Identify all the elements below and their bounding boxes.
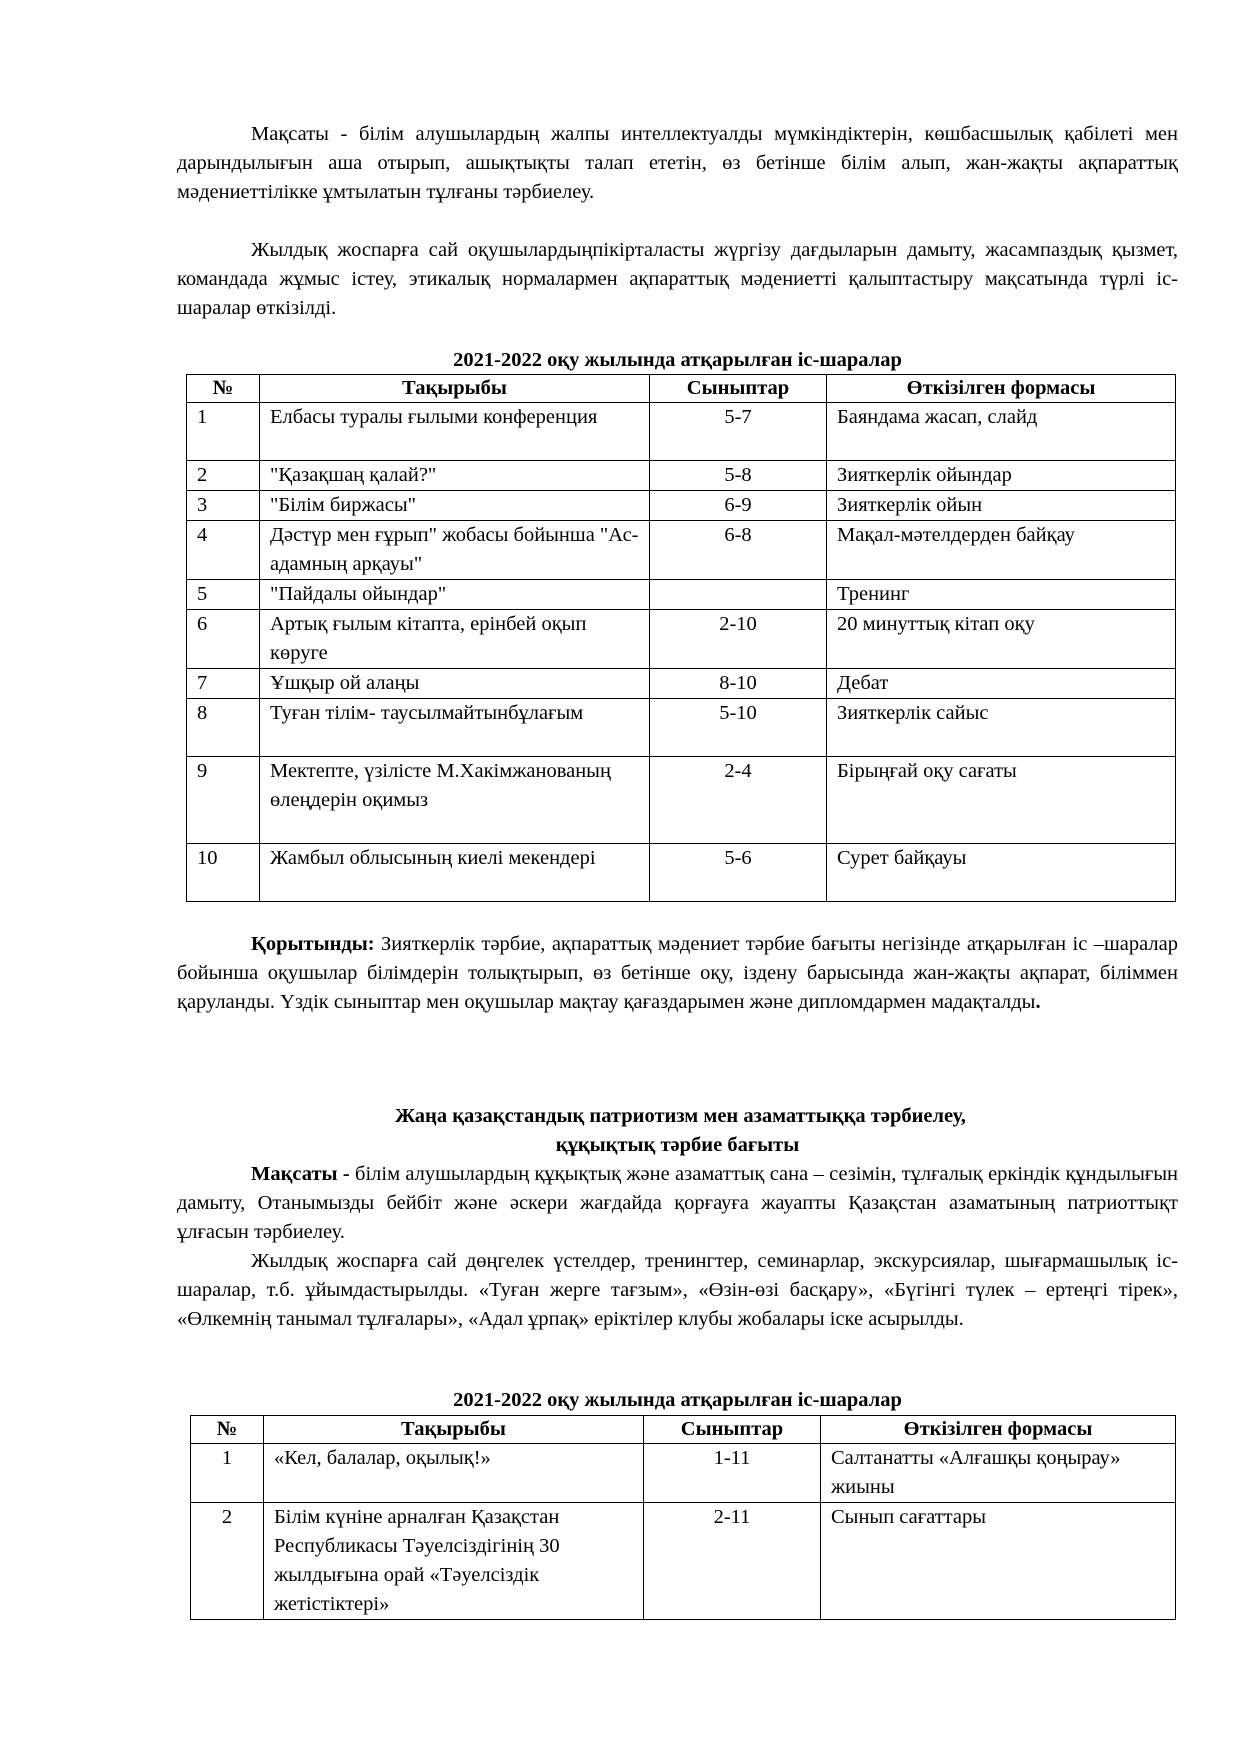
row-form: Сурет байқауы xyxy=(827,844,1176,902)
table-row xyxy=(187,491,1176,521)
row-topic: Ұшқыр ой алаңы xyxy=(260,669,650,699)
section2-heading-line1: Жаңа қазақстандық патриотизм мен азаматтыққа тәрбиелеу, xyxy=(395,1105,966,1127)
row-grades: 1-11 xyxy=(644,1444,821,1503)
row-form: Баяндама жасап, слайд xyxy=(827,403,1176,461)
row-topic: Дәстүр мен ғұрып" жобасы бойынша "Ас-адамның арқауы" xyxy=(260,521,650,580)
section1-plan-paragraph xyxy=(177,236,1178,323)
row-topic: Жамбыл облысының киелі мекендері xyxy=(260,844,650,902)
section1-goal-text: білім алушылардың жалпы интеллектуалды мүмкіндіктерін, көшбасшылық қабілеті мен дарындылығын аша отырып, ашықтықты талап ететін, өз бетінше білім алып, жан-жақты ақпараттық мәдениеттілікке ұмтылатын тұлғаны тәрбиелеу. xyxy=(177,123,1178,203)
row-number: 2 xyxy=(191,1503,264,1620)
table-row xyxy=(187,757,1176,844)
row-grades: 6-8 xyxy=(650,521,827,580)
row-grades: 5-10 xyxy=(650,699,827,757)
section1-goal-label: Мақсаты - xyxy=(251,123,348,145)
row-number: 10 xyxy=(187,844,260,902)
row-grades: 8-10 xyxy=(650,669,827,699)
row-number: 3 xyxy=(187,491,260,521)
header-topic: Тақырыбы xyxy=(260,375,650,403)
header-form: Өткізілген формасы xyxy=(827,375,1176,403)
header-topic: Тақырыбы xyxy=(264,1416,644,1444)
section1-events-table xyxy=(186,374,1176,902)
row-grades: 5-8 xyxy=(650,461,827,491)
section1-table-caption: 2021-2022 оқу жылында атқарылған іс-шаралар xyxy=(453,349,902,371)
table-header-row xyxy=(191,1416,1176,1444)
row-grades: 2-11 xyxy=(644,1503,821,1620)
row-form: Зияткерлік ойын xyxy=(827,491,1176,521)
row-number: 6 xyxy=(187,610,260,669)
row-topic: Артық ғылым кітапта, ерінбей оқып көруге xyxy=(260,610,650,669)
table-row xyxy=(187,403,1176,461)
section1-goal-paragraph xyxy=(177,120,1178,207)
row-form: Сынып сағаттары xyxy=(821,1503,1176,1620)
table-row xyxy=(187,669,1176,699)
header-number: № xyxy=(187,375,260,403)
row-number: 1 xyxy=(191,1444,264,1503)
table-row xyxy=(187,610,1176,669)
row-form: Тренинг xyxy=(827,580,1176,610)
row-number: 1 xyxy=(187,403,260,461)
header-number: № xyxy=(191,1416,264,1444)
row-number: 9 xyxy=(187,757,260,844)
section2-plan-paragraph xyxy=(177,1247,1178,1334)
table-row xyxy=(187,699,1176,757)
section1-conclusion-paragraph xyxy=(177,930,1178,1017)
table-row xyxy=(187,521,1176,580)
row-grades: 2-10 xyxy=(650,610,827,669)
header-grades: Сыныптар xyxy=(644,1416,821,1444)
row-form: Салтанатты «Алғашқы қоңырау» жиыны xyxy=(821,1444,1176,1503)
row-form: Зияткерлік сайыс xyxy=(827,699,1176,757)
row-form: Мақал-мәтелдерден байқау xyxy=(827,521,1176,580)
section2-heading-line2: құқықтық тәрбие бағыты xyxy=(555,1134,800,1156)
row-number: 7 xyxy=(187,669,260,699)
section2-table-caption: 2021-2022 оқу жылында атқарылған іс-шаралар xyxy=(453,1389,902,1411)
section2-plan-text: Жылдық жоспарға сай дөңгелек үстелдер, тренингтер, семинарлар, экскурсиялар, шығармашылық іс-шаралар, т.б. ұйымдастырылды. «Туған жерге тағзым», «Өзін-өзі басқару», «Бүгінгі түлек – ертеңгі тірек», «Өлкемнің танымал тұлғалары», «Адал ұрпақ» еріктілер клубы жобалары іске асырылды. xyxy=(177,1250,1178,1330)
section2-goal-label: Мақсаты - xyxy=(251,1163,350,1185)
conclusion-end: . xyxy=(1035,991,1041,1013)
row-grades xyxy=(650,580,827,610)
table-row xyxy=(191,1444,1176,1503)
row-number: 5 xyxy=(187,580,260,610)
section2-goal-paragraph xyxy=(177,1160,1178,1247)
conclusion-text: Зияткерлік тәрбие, ақпараттық мәдениет тәрбие бағыты негізінде атқарылған іс –шаралар бойынша оқушылар білімдерін толықтырып, өз бетінше оқу, іздену барысында жан-жақты ақпарат, біліммен қаруланды. Үздік сыныптар мен оқушылар мақтау қағаздарымен және дипломдармен мадақталды xyxy=(177,933,1178,1013)
table-header-row xyxy=(187,375,1176,403)
row-topic: «Кел, балалар, оқылық!» xyxy=(264,1444,644,1503)
row-form: Дебат xyxy=(827,669,1176,699)
row-number: 4 xyxy=(187,521,260,580)
table-row xyxy=(191,1503,1176,1620)
row-grades: 2-4 xyxy=(650,757,827,844)
section2-events-table xyxy=(190,1415,1176,1620)
row-topic: "Пайдалы ойындар" xyxy=(260,580,650,610)
section1-plan-text: Жылдық жоспарға сай оқушылардыңпікірталасты жүргізу дағдыларын дамыту, жасампаздық қызмет, командада жұмыс істеу, этикалық нормалармен ақпараттық мәдениетті қалыптастыру мақсатында түрлі іс-шаралар өткізілді. xyxy=(177,239,1178,319)
section2-goal-text: білім алушылардың құқықтық және азаматтық сана – сезімін, тұлғалық еркіндік құндылығын дамыту, Отанымызды бейбіт және әскери жағдайда қорғауға жауапты Қазақстан азаматының патриоттықт ұлғасын тәрбиелеу. xyxy=(177,1163,1178,1243)
row-form: Зияткерлік ойындар xyxy=(827,461,1176,491)
row-topic: "Білім биржасы" xyxy=(260,491,650,521)
row-grades: 6-9 xyxy=(650,491,827,521)
row-number: 8 xyxy=(187,699,260,757)
table-row xyxy=(187,461,1176,491)
row-grades: 5-7 xyxy=(650,403,827,461)
row-form: 20 минуттық кітап оқу xyxy=(827,610,1176,669)
row-topic: Туған тілім- таусылмайтынбұлағым xyxy=(260,699,650,757)
row-number: 2 xyxy=(187,461,260,491)
conclusion-label: Қорытынды: xyxy=(251,933,375,955)
row-topic: Білім күніне арналған Қазақстан Республикасы Тәуелсіздігінің 30 жылдығына орай «Тәуелсіздік жетістіктері» xyxy=(264,1503,644,1620)
header-form: Өткізілген формасы xyxy=(821,1416,1176,1444)
row-topic: Елбасы туралы ғылыми конференция xyxy=(260,403,650,461)
header-grades: Сыныптар xyxy=(650,375,827,403)
row-form: Бірыңғай оқу сағаты xyxy=(827,757,1176,844)
row-grades: 5-6 xyxy=(650,844,827,902)
table-row xyxy=(187,580,1176,610)
table-row xyxy=(187,844,1176,902)
row-topic: "Қазақшаң қалай?" xyxy=(260,461,650,491)
row-topic: Мектепте, үзілісте М.Хакімжанованың өлеңдерін оқимыз xyxy=(260,757,650,844)
